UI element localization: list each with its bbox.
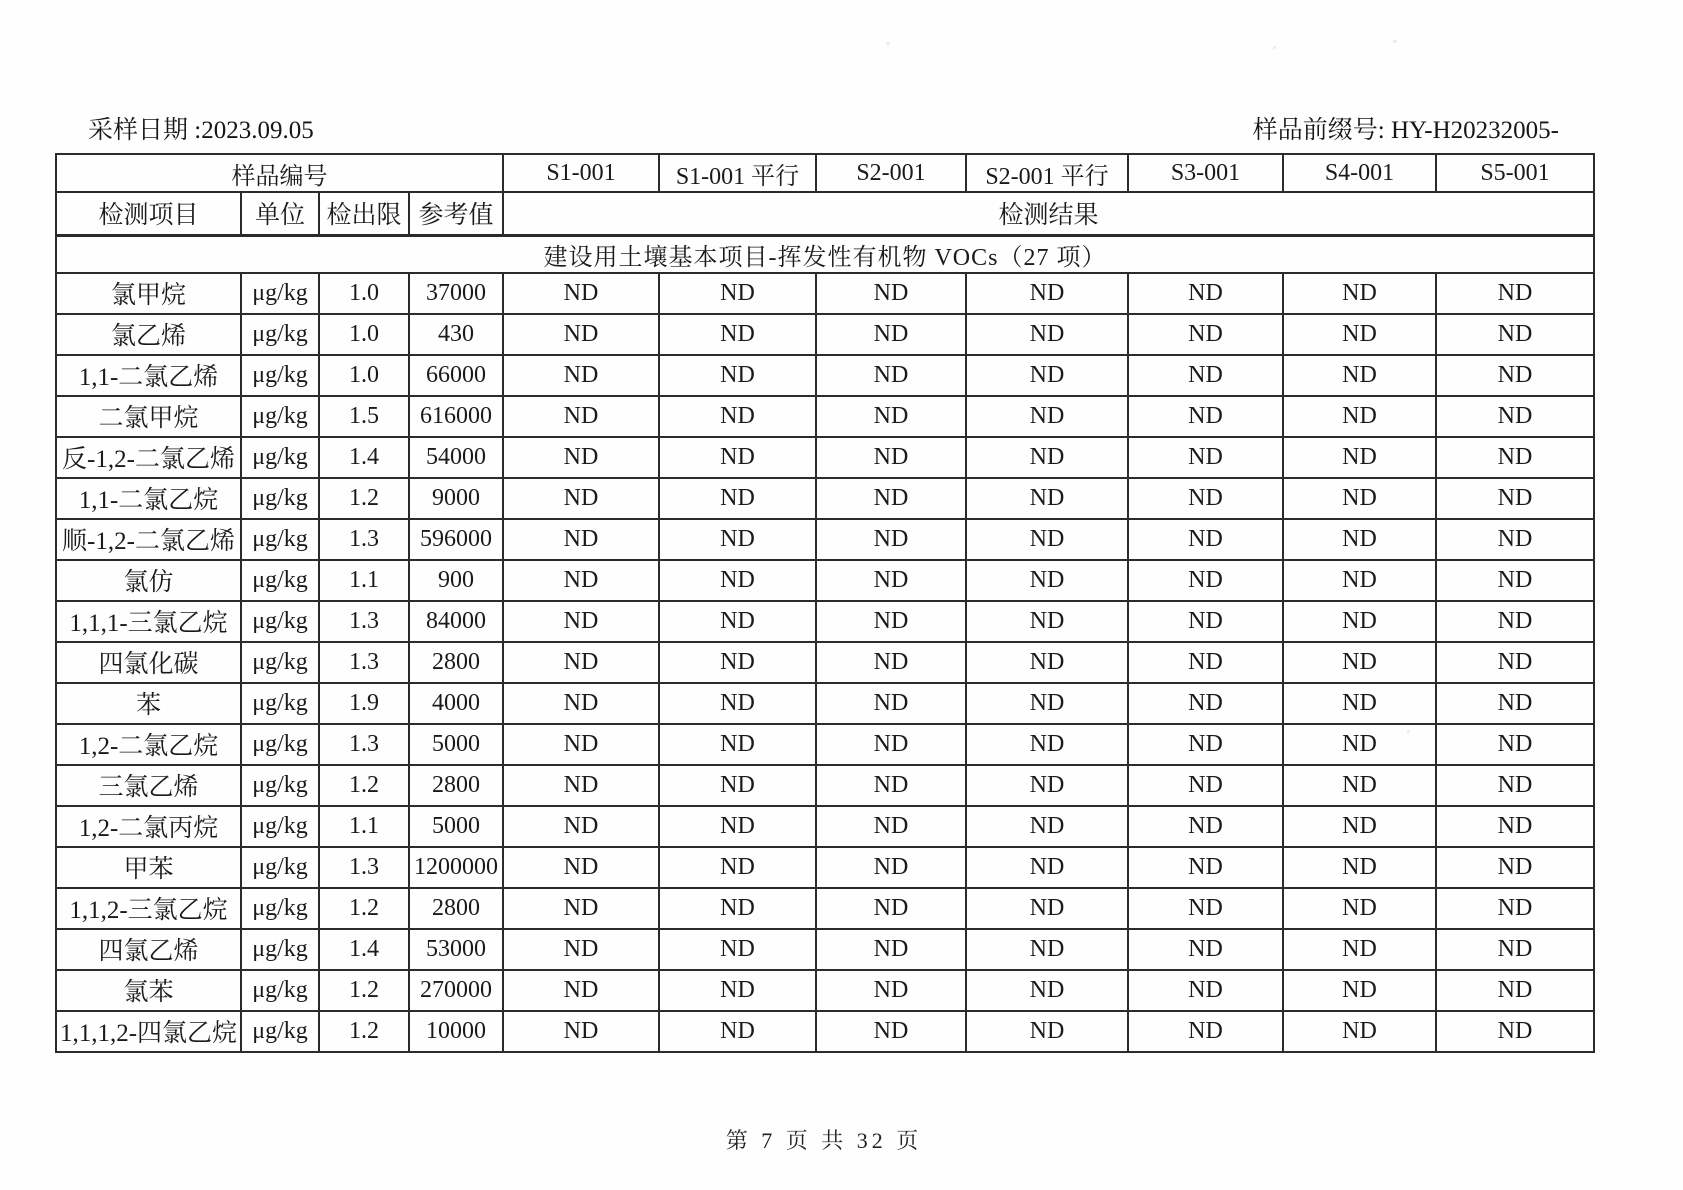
result-cell: ND	[966, 642, 1128, 683]
unit-cell: μg/kg	[241, 642, 319, 683]
result-cell: ND	[1283, 847, 1436, 888]
result-cell: ND	[659, 847, 816, 888]
reference-value-cell: 596000	[409, 519, 503, 560]
result-cell: ND	[816, 560, 966, 601]
unit-cell: μg/kg	[241, 560, 319, 601]
result-label-cell: 检测结果	[503, 192, 1594, 235]
result-cell: ND	[1128, 724, 1283, 765]
result-cell: ND	[1128, 642, 1283, 683]
sample-column-header: S1-001	[503, 154, 659, 192]
result-cell: ND	[1128, 765, 1283, 806]
result-cell: ND	[816, 396, 966, 437]
analyte-name-cell: 氯乙烯	[56, 314, 241, 355]
analyte-name-cell: 反-1,2-二氯乙烯	[56, 437, 241, 478]
unit-cell: μg/kg	[241, 601, 319, 642]
detection-limit-cell: 1.2	[319, 1011, 409, 1052]
analyte-name-cell: 氯苯	[56, 970, 241, 1011]
sample-column-header: S4-001	[1283, 154, 1436, 192]
table-row	[56, 970, 1594, 1011]
reference-value-cell: 616000	[409, 396, 503, 437]
detection-limit-cell: 1.9	[319, 683, 409, 724]
result-cell: ND	[1436, 765, 1594, 806]
detection-limit-cell: 1.1	[319, 560, 409, 601]
result-cell: ND	[503, 396, 659, 437]
result-cell: ND	[503, 1011, 659, 1052]
unit-cell: μg/kg	[241, 273, 319, 314]
result-cell: ND	[503, 437, 659, 478]
result-cell: ND	[1128, 847, 1283, 888]
result-cell: ND	[503, 724, 659, 765]
result-cell: ND	[816, 478, 966, 519]
table-row	[56, 560, 1594, 601]
reference-value-cell: 4000	[409, 683, 503, 724]
result-cell: ND	[816, 355, 966, 396]
analyte-name-cell: 1,1-二氯乙烯	[56, 355, 241, 396]
result-cell: ND	[1128, 355, 1283, 396]
analyte-name-cell: 二氯甲烷	[56, 396, 241, 437]
table-row	[56, 519, 1594, 560]
result-cell: ND	[503, 642, 659, 683]
unit-cell: μg/kg	[241, 683, 319, 724]
result-cell: ND	[816, 642, 966, 683]
analyte-name-cell: 甲苯	[56, 847, 241, 888]
unit-cell: μg/kg	[241, 437, 319, 478]
reference-value-cell: 53000	[409, 929, 503, 970]
result-cell: ND	[1436, 929, 1594, 970]
result-cell: ND	[1436, 888, 1594, 929]
result-cell: ND	[659, 642, 816, 683]
unit-cell: μg/kg	[241, 396, 319, 437]
result-cell: ND	[1128, 888, 1283, 929]
detection-limit-cell: 1.3	[319, 724, 409, 765]
analyte-name-cell: 1,1-二氯乙烷	[56, 478, 241, 519]
table-row	[56, 806, 1594, 847]
detection-limit-cell: 1.2	[319, 970, 409, 1011]
table-row	[56, 847, 1594, 888]
result-cell: ND	[816, 1011, 966, 1052]
sample-id-label-cell: 样品编号	[56, 154, 503, 192]
detection-limit-cell: 1.4	[319, 437, 409, 478]
result-cell: ND	[1128, 683, 1283, 724]
result-cell: ND	[1283, 683, 1436, 724]
result-cell: ND	[1283, 355, 1436, 396]
result-cell: ND	[659, 1011, 816, 1052]
result-cell: ND	[1436, 314, 1594, 355]
column-labels-row	[56, 192, 1594, 235]
reference-value-cell: 5000	[409, 806, 503, 847]
result-cell: ND	[966, 560, 1128, 601]
reference-value-cell: 9000	[409, 478, 503, 519]
result-cell: ND	[1436, 1011, 1594, 1052]
result-cell: ND	[659, 970, 816, 1011]
scan-speck	[1273, 46, 1276, 49]
result-cell: ND	[1436, 601, 1594, 642]
sample-column-header: S5-001	[1436, 154, 1594, 192]
result-cell: ND	[816, 888, 966, 929]
unit-cell: μg/kg	[241, 970, 319, 1011]
reference-value-cell: 270000	[409, 970, 503, 1011]
scan-speck	[1393, 40, 1397, 43]
result-cell: ND	[503, 847, 659, 888]
analyte-name-cell: 1,1,2-三氯乙烷	[56, 888, 241, 929]
table-row	[56, 601, 1594, 642]
reference-value-cell: 37000	[409, 273, 503, 314]
reference-value-cell: 900	[409, 560, 503, 601]
result-cell: ND	[816, 929, 966, 970]
result-cell: ND	[966, 1011, 1128, 1052]
result-cell: ND	[966, 355, 1128, 396]
result-cell: ND	[659, 314, 816, 355]
analyte-name-cell: 苯	[56, 683, 241, 724]
result-cell: ND	[1128, 601, 1283, 642]
analyte-name-cell: 氯仿	[56, 560, 241, 601]
result-cell: ND	[1436, 396, 1594, 437]
unit-cell: μg/kg	[241, 765, 319, 806]
table-row	[56, 355, 1594, 396]
unit-cell: μg/kg	[241, 355, 319, 396]
result-cell: ND	[1128, 929, 1283, 970]
table-row	[56, 478, 1594, 519]
analyte-name-cell: 顺-1,2-二氯乙烯	[56, 519, 241, 560]
results-body	[56, 273, 1594, 1052]
result-cell: ND	[1436, 273, 1594, 314]
unit-cell: μg/kg	[241, 1011, 319, 1052]
sample-prefix-text: 样品前缀号: HY-H20232005-	[1252, 117, 1559, 144]
sample-column-header: S2-001 平行	[966, 154, 1128, 192]
detection-limit-cell: 1.1	[319, 806, 409, 847]
sample-column-header: S1-001 平行	[659, 154, 816, 192]
result-cell: ND	[503, 601, 659, 642]
sample-column-header: S2-001	[816, 154, 966, 192]
result-cell: ND	[659, 560, 816, 601]
result-cell: ND	[659, 355, 816, 396]
result-cell: ND	[1283, 765, 1436, 806]
result-cell: ND	[659, 519, 816, 560]
result-cell: ND	[1128, 273, 1283, 314]
analyte-name-cell: 四氯化碳	[56, 642, 241, 683]
result-cell: ND	[659, 437, 816, 478]
result-cell: ND	[659, 929, 816, 970]
result-cell: ND	[659, 806, 816, 847]
reference-value-cell: 2800	[409, 765, 503, 806]
result-cell: ND	[1128, 478, 1283, 519]
result-cell: ND	[1128, 314, 1283, 355]
item-label-cell: 检测项目	[56, 192, 241, 235]
result-cell: ND	[1283, 806, 1436, 847]
result-cell: ND	[1128, 437, 1283, 478]
result-cell: ND	[816, 847, 966, 888]
result-cell: ND	[1128, 560, 1283, 601]
result-cell: ND	[659, 765, 816, 806]
result-cell: ND	[966, 683, 1128, 724]
result-cell: ND	[1436, 642, 1594, 683]
section-title: 建设用土壤基本项目-挥发性有机物 VOCs（27 项）	[56, 235, 1594, 273]
detection-limit-cell: 1.0	[319, 355, 409, 396]
result-cell: ND	[816, 806, 966, 847]
unit-cell: μg/kg	[241, 929, 319, 970]
result-cell: ND	[503, 355, 659, 396]
unit-cell: μg/kg	[241, 314, 319, 355]
unit-cell: μg/kg	[241, 519, 319, 560]
result-cell: ND	[1436, 478, 1594, 519]
result-cell: ND	[503, 560, 659, 601]
sample-id-header-row	[56, 154, 1594, 192]
result-cell: ND	[816, 273, 966, 314]
detection-limit-cell: 1.3	[319, 847, 409, 888]
result-cell: ND	[1436, 519, 1594, 560]
unit-cell: μg/kg	[241, 478, 319, 519]
analyte-name-cell: 四氯乙烯	[56, 929, 241, 970]
detection-limit-cell: 1.0	[319, 273, 409, 314]
table-row	[56, 888, 1594, 929]
scan-speck	[886, 42, 890, 45]
result-cell: ND	[816, 970, 966, 1011]
results-table	[55, 153, 1595, 1053]
result-cell: ND	[503, 970, 659, 1011]
result-cell: ND	[1436, 683, 1594, 724]
detection-limit-cell: 1.3	[319, 519, 409, 560]
result-cell: ND	[503, 888, 659, 929]
detection-limit-cell: 1.4	[319, 929, 409, 970]
detection-limit-cell: 1.2	[319, 888, 409, 929]
detection-limit-label-cell: 检出限	[319, 192, 409, 235]
result-cell: ND	[1436, 560, 1594, 601]
result-cell: ND	[1283, 314, 1436, 355]
result-cell: ND	[1283, 396, 1436, 437]
table-row	[56, 724, 1594, 765]
result-cell: ND	[816, 765, 966, 806]
detection-limit-cell: 1.3	[319, 601, 409, 642]
table-row	[56, 396, 1594, 437]
result-cell: ND	[503, 683, 659, 724]
result-cell: ND	[1283, 888, 1436, 929]
unit-cell: μg/kg	[241, 847, 319, 888]
result-cell: ND	[1283, 560, 1436, 601]
result-cell: ND	[966, 724, 1128, 765]
result-cell: ND	[966, 929, 1128, 970]
result-cell: ND	[816, 519, 966, 560]
result-cell: ND	[1283, 1011, 1436, 1052]
result-cell: ND	[503, 929, 659, 970]
detection-limit-cell: 1.0	[319, 314, 409, 355]
result-cell: ND	[1283, 642, 1436, 683]
reference-value-cell: 430	[409, 314, 503, 355]
result-cell: ND	[1128, 519, 1283, 560]
reference-value-cell: 66000	[409, 355, 503, 396]
result-cell: ND	[966, 888, 1128, 929]
sample-column-header: S3-001	[1128, 154, 1283, 192]
result-cell: ND	[816, 437, 966, 478]
result-cell: ND	[503, 273, 659, 314]
unit-cell: μg/kg	[241, 806, 319, 847]
reference-value-cell: 5000	[409, 724, 503, 765]
document-header-line	[55, 114, 1593, 148]
result-cell: ND	[1436, 724, 1594, 765]
result-cell: ND	[1436, 847, 1594, 888]
result-cell: ND	[966, 273, 1128, 314]
page-footer: 第 7 页 共 32 页	[725, 1128, 923, 1153]
result-cell: ND	[1436, 970, 1594, 1011]
result-cell: ND	[1283, 601, 1436, 642]
result-cell: ND	[1283, 273, 1436, 314]
result-cell: ND	[1283, 724, 1436, 765]
result-cell: ND	[966, 806, 1128, 847]
unit-label-cell: 单位	[241, 192, 319, 235]
result-cell: ND	[966, 314, 1128, 355]
result-cell: ND	[816, 601, 966, 642]
detection-limit-cell: 1.5	[319, 396, 409, 437]
table-row	[56, 929, 1594, 970]
result-cell: ND	[966, 601, 1128, 642]
result-cell: ND	[1128, 1011, 1283, 1052]
result-cell: ND	[966, 519, 1128, 560]
result-cell: ND	[816, 314, 966, 355]
reference-value-cell: 10000	[409, 1011, 503, 1052]
detection-limit-cell: 1.2	[319, 478, 409, 519]
analyte-name-cell: 1,1,1-三氯乙烷	[56, 601, 241, 642]
sampling-date-text: 采样日期 :2023.09.05	[88, 117, 314, 144]
result-cell: ND	[1436, 355, 1594, 396]
table-row	[56, 642, 1594, 683]
detection-limit-cell: 1.2	[319, 765, 409, 806]
section-title-row	[56, 235, 1594, 273]
reference-value-cell: 84000	[409, 601, 503, 642]
result-cell: ND	[503, 519, 659, 560]
reference-value-cell: 54000	[409, 437, 503, 478]
result-cell: ND	[1128, 806, 1283, 847]
result-cell: ND	[966, 970, 1128, 1011]
result-cell: ND	[966, 478, 1128, 519]
result-cell: ND	[503, 314, 659, 355]
table-row	[56, 1011, 1594, 1052]
result-cell: ND	[503, 478, 659, 519]
result-cell: ND	[966, 396, 1128, 437]
result-cell: ND	[503, 765, 659, 806]
result-cell: ND	[1128, 396, 1283, 437]
result-cell: ND	[659, 888, 816, 929]
result-cell: ND	[659, 724, 816, 765]
analyte-name-cell: 1,2-二氯乙烷	[56, 724, 241, 765]
result-cell: ND	[659, 683, 816, 724]
table-row	[56, 765, 1594, 806]
result-cell: ND	[966, 437, 1128, 478]
result-cell: ND	[659, 273, 816, 314]
result-cell: ND	[659, 601, 816, 642]
result-cell: ND	[1283, 437, 1436, 478]
detection-limit-cell: 1.3	[319, 642, 409, 683]
result-cell: ND	[1436, 806, 1594, 847]
result-cell: ND	[1436, 437, 1594, 478]
result-cell: ND	[1283, 929, 1436, 970]
table-row	[56, 437, 1594, 478]
table-row	[56, 273, 1594, 314]
result-cell: ND	[816, 724, 966, 765]
result-cell: ND	[816, 683, 966, 724]
result-cell: ND	[659, 396, 816, 437]
analyte-name-cell: 氯甲烷	[56, 273, 241, 314]
result-cell: ND	[503, 806, 659, 847]
table-row	[56, 683, 1594, 724]
reference-value-cell: 2800	[409, 642, 503, 683]
reference-value-cell: 2800	[409, 888, 503, 929]
result-cell: ND	[1283, 478, 1436, 519]
unit-cell: μg/kg	[241, 724, 319, 765]
analyte-name-cell: 1,2-二氯丙烷	[56, 806, 241, 847]
reference-label-cell: 参考值	[409, 192, 503, 235]
reference-value-cell: 1200000	[409, 847, 503, 888]
result-cell: ND	[659, 478, 816, 519]
result-cell: ND	[966, 847, 1128, 888]
result-cell: ND	[966, 765, 1128, 806]
unit-cell: μg/kg	[241, 888, 319, 929]
analyte-name-cell: 三氯乙烯	[56, 765, 241, 806]
table-row	[56, 314, 1594, 355]
result-cell: ND	[1283, 970, 1436, 1011]
result-cell: ND	[1283, 519, 1436, 560]
result-cell: ND	[1128, 970, 1283, 1011]
analyte-name-cell: 1,1,1,2-四氯乙烷	[56, 1011, 241, 1052]
